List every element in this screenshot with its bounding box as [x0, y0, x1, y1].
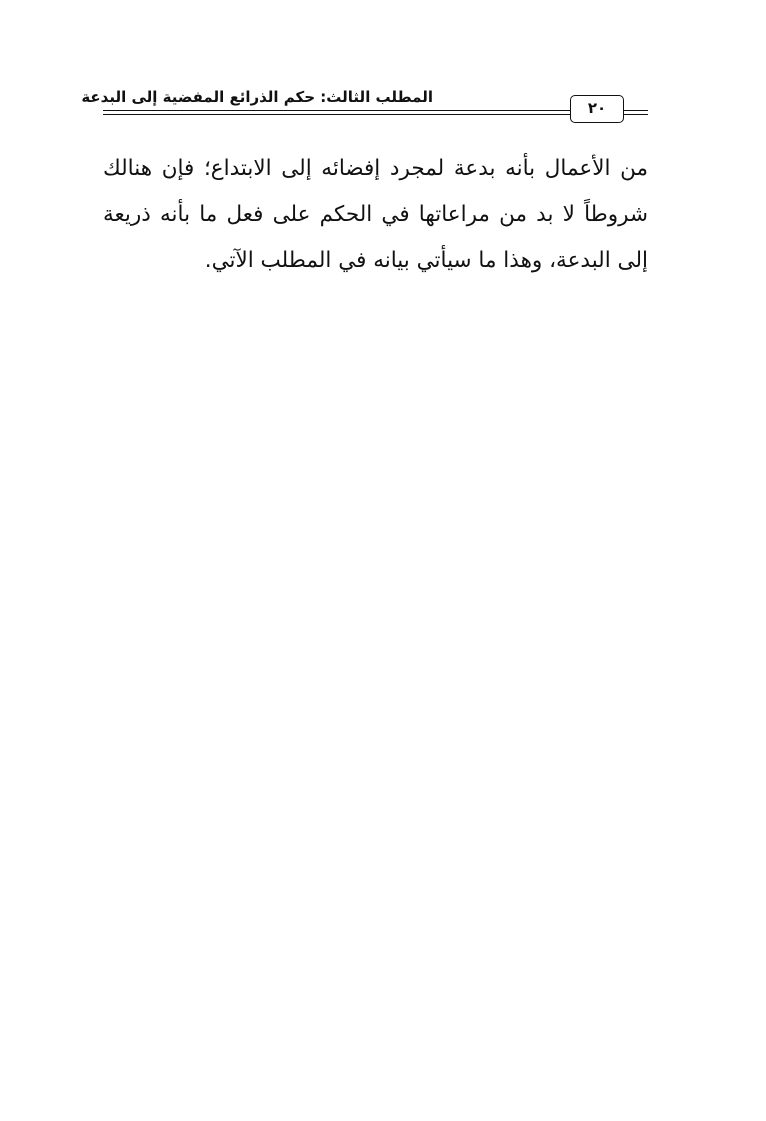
header-rule: [103, 114, 570, 115]
page-number: ٢٠: [587, 99, 607, 117]
header-title: المطلب الثالث: حكم الذرائع المفضية إلى البدعة: [81, 88, 433, 106]
running-header: [81, 84, 648, 124]
header-rule: [624, 114, 648, 115]
body-paragraph: من الأعمال بأنه بدعة لمجرد إفضائه إلى الابتداع؛ فإن هنالك شروطاً لا بد من مراعاتها في الحكم على فعل ما بأنه ذريعة إلى البدعة، وهذا ما سيأتي بيانه في المطلب الآتي.: [103, 156, 648, 273]
page-number-box: [570, 95, 624, 123]
header-rule: [103, 110, 570, 111]
header-rule: [624, 110, 648, 111]
